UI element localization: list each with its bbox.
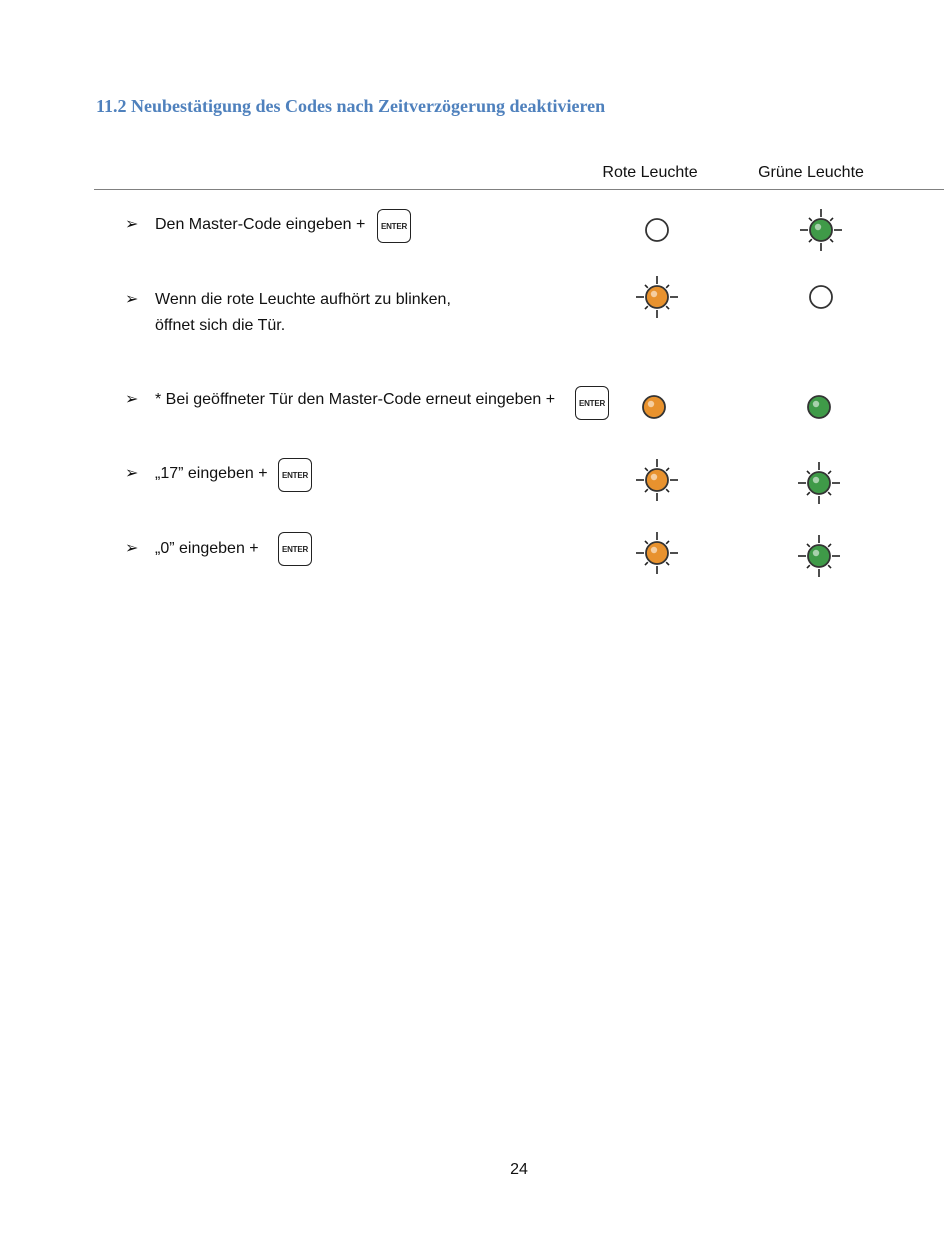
green-led-icon	[795, 459, 843, 507]
green-led-icon	[797, 206, 845, 254]
bullet-arrow-icon: ➢	[125, 216, 139, 233]
enter-key-icon: ENTER	[278, 532, 312, 566]
step-2-text-line-2: öffnet sich die Tür.	[155, 317, 286, 334]
step-3-text: * Bei geöffneter Tür den Master-Code erneut eingeben +	[155, 391, 556, 408]
bullet-arrow-icon: ➢	[125, 465, 139, 482]
green-led-icon	[797, 273, 845, 321]
section-heading: 11.2 Neubestätigung des Codes nach Zeitverzögerung deaktivieren	[96, 96, 606, 116]
green-led-icon	[795, 532, 843, 580]
column-header-green-light: Grüne Leuchte	[758, 164, 864, 181]
red-led-icon	[633, 529, 681, 577]
enter-key-icon: ENTER	[575, 386, 609, 420]
bullet-arrow-icon: ➢	[125, 291, 139, 308]
header-divider	[94, 189, 944, 190]
enter-key-icon: ENTER	[377, 209, 411, 243]
step-2-text-line-1: Wenn die rote Leuchte aufhört zu blinken,	[155, 291, 451, 308]
page-number: 24	[510, 1161, 528, 1178]
enter-key-icon: ENTER	[278, 458, 312, 492]
column-header-red-light: Rote Leuchte	[602, 164, 698, 181]
step-1-text: Den Master-Code eingeben +	[155, 216, 366, 233]
red-led-icon	[633, 206, 681, 254]
green-led-icon	[795, 383, 843, 431]
red-led-icon	[633, 456, 681, 504]
step-4-text: „17” eingeben +	[155, 465, 268, 482]
bullet-arrow-icon: ➢	[125, 391, 139, 408]
bullet-arrow-icon: ➢	[125, 540, 139, 557]
red-led-icon	[633, 273, 681, 321]
step-5-text: „0” eingeben +	[155, 540, 259, 557]
red-led-icon	[630, 383, 678, 431]
